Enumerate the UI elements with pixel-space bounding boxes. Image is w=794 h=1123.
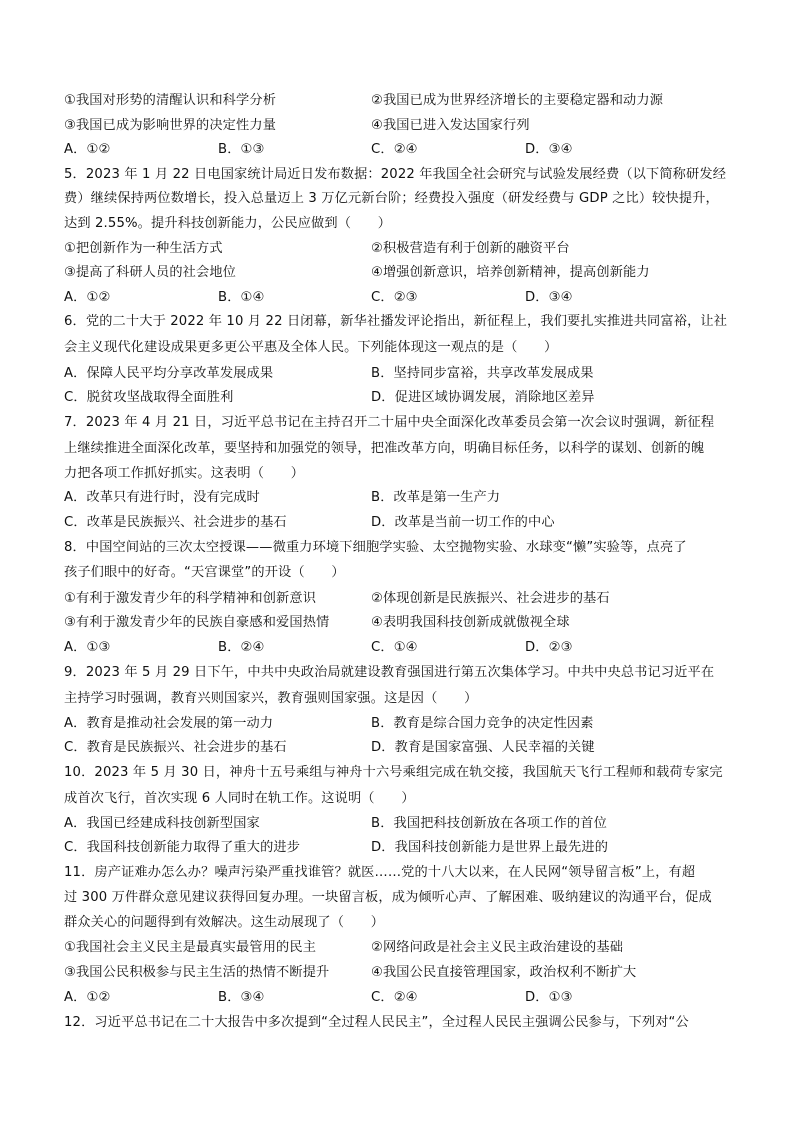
q8-statement-1: ①有利于激发青少年的科学精神和创新意识 xyxy=(64,591,317,606)
q10-stem-line-1: 10．2023 年 5 月 30 日，神舟十五号乘组与神舟十六号乘组完成在轨交接，我国航天飞行工程师和载荷专家完 xyxy=(64,765,723,780)
q8-stem-line-2: 孩子们眼中的好奇。“天宫课堂”的开设（ ） xyxy=(64,565,345,580)
q9-stem-line-1: 9．2023 年 5 月 29 日下午，中共中央政治局就建设教育强国进行第五次集体学习。中共中央总书记习近平在 xyxy=(64,665,715,680)
q5-statement-4: ④增强创新意识，培养创新精神，提高创新能力 xyxy=(371,265,650,280)
q9-option-c: C．教育是民族振兴、社会进步的基石 xyxy=(64,740,287,755)
q10-option-a: A．我国已经建成科技创新型国家 xyxy=(64,816,260,831)
q11-statement-2: ②网络问政是社会主义民主政治建设的基础 xyxy=(371,940,624,955)
q8-stem-line-1: 8．中国空间站的三次太空授课——微重力环境下细胞学实验、太空抛物实验、水球变“懒”实验等，点亮了 xyxy=(64,540,687,555)
q6-option-b: B．坚持同步富裕，共享改革发展成果 xyxy=(371,366,594,381)
q4-option-c: C．②④ xyxy=(371,142,418,157)
q11-statement-3: ③我国公民积极参与民主生活的热情不断提升 xyxy=(64,965,330,980)
q11-statement-1: ①我国社会主义民主是最真实最管用的民主 xyxy=(64,940,317,955)
q9-option-d: D．教育是国家富强、人民幸福的关键 xyxy=(371,740,595,755)
q10-option-d: D．我国科技创新能力是世界上最先进的 xyxy=(371,840,609,855)
q11-option-c: C．②④ xyxy=(371,990,418,1005)
q6-option-c: C．脱贫攻坚战取得全面胜利 xyxy=(64,390,234,405)
q11-statement-4: ④我国公民直接管理国家，政治权利不断扩大 xyxy=(371,965,637,980)
q5-option-d: D．③④ xyxy=(525,290,573,305)
q5-option-b: B．①④ xyxy=(218,290,265,305)
q4-statement-3: ③我国已成为影响世界的决定性力量 xyxy=(64,118,277,133)
q4-option-a: A．①② xyxy=(64,142,111,157)
q7-option-a: A．改革只有进行时，没有完成时 xyxy=(64,490,260,505)
q11-stem-line-3: 群众关心的问题得到有效解决。这生动展现了（ ） xyxy=(64,915,385,930)
q7-option-b: B．改革是第一生产力 xyxy=(371,490,501,505)
q12-stem-line-1: 12．习近平总书记在二十大报告中多次提到“全过程人民民主”，全过程人民民主强调公民参与，下列对“公 xyxy=(64,1015,689,1030)
q8-statement-2: ②体现创新是民族振兴、社会进步的基石 xyxy=(371,591,610,606)
q7-stem-line-2: 上继续推进全面深化改革，要坚持和加强党的领导，把准改革方向，明确目标任务，以科学的谋划、创新的魄 xyxy=(64,441,705,456)
q5-statement-1: ①把创新作为一种生活方式 xyxy=(64,241,223,256)
q5-stem-line-1: 5．2023 年 1 月 22 日电国家统计局近日发布数据：2022 年我国全社会研究与试验发展经费（以下简称研发经 xyxy=(64,167,727,182)
q4-option-d: D．③④ xyxy=(525,142,573,157)
q11-stem-line-1: 11．房产证难办怎么办？噪声污染严重找谁管？就医……党的十八大以来，在人民网“领导留言板”上，有超 xyxy=(64,865,696,880)
q9-option-a: A．教育是推动社会发展的第一动力 xyxy=(64,716,274,731)
q8-statement-3: ③有利于激发青少年的民族自豪感和爱国热情 xyxy=(64,615,330,630)
q5-stem-line-2: 费）继续保持两位数增长，投入总量迈上 3 万亿元新台阶；经费投入强度（研发经费与 GDP 之比）较快提升， xyxy=(64,191,719,206)
q7-option-d: D．改革是当前一切工作的中心 xyxy=(371,515,555,530)
q8-option-a: A．①③ xyxy=(64,640,111,655)
q5-stem-line-3: 达到 2.55%。提升科技创新能力，公民应做到（ ） xyxy=(64,216,392,231)
q10-stem-line-2: 成首次飞行，首次实现 6 人同时在轨工作。这说明（ ） xyxy=(64,791,415,806)
q7-option-c: C．改革是民族振兴、社会进步的基石 xyxy=(64,515,287,530)
q5-option-a: A．①② xyxy=(64,290,111,305)
q4-statement-4: ④我国已进入发达国家行列 xyxy=(371,118,530,133)
q11-option-b: B．③④ xyxy=(218,990,265,1005)
q4-option-b: B．①③ xyxy=(218,142,265,157)
q8-option-c: C．①④ xyxy=(371,640,418,655)
q8-statement-4: ④表明我国科技创新成就傲视全球 xyxy=(371,615,570,630)
q9-stem-line-2: 主持学习时强调，教育兴则国家兴，教育强则国家强。这是因（ ） xyxy=(64,691,478,706)
q10-option-b: B．我国把科技创新放在各项工作的首位 xyxy=(371,816,607,831)
q6-stem-line-2: 会主义现代化建设成果更多更公平惠及全体人民。下列能体现这一观点的是（ ） xyxy=(64,340,558,355)
q4-statement-1: ①我国对形势的清醒认识和科学分析 xyxy=(64,93,277,108)
q9-option-b: B．教育是综合国力竞争的决定性因素 xyxy=(371,716,594,731)
q5-statement-3: ③提高了科研人员的社会地位 xyxy=(64,265,237,280)
q11-stem-line-2: 过 300 万件群众意见建议获得回复办理。一块留言板，成为倾听心声、了解困难、吸纳建议的沟通平台，促成 xyxy=(64,890,712,905)
q8-option-b: B．②④ xyxy=(218,640,265,655)
q6-option-d: D．促进区域协调发展，消除地区差异 xyxy=(371,390,595,405)
q6-option-a: A．保障人民平均分享改革发展成果 xyxy=(64,366,274,381)
q4-statement-2: ②我国已成为世界经济增长的主要稳定器和动力源 xyxy=(371,93,664,108)
q7-stem-line-3: 力把各项工作抓好抓实。这表明（ ） xyxy=(64,466,305,481)
q5-option-c: C．②③ xyxy=(371,290,418,305)
q11-option-a: A．①② xyxy=(64,990,111,1005)
q6-stem-line-1: 6．党的二十大于 2022 年 10 月 22 日闭幕，新华社播发评论指出，新征程上，我们要扎实推进共同富裕，让社 xyxy=(64,314,728,329)
q11-option-d: D．①③ xyxy=(525,990,573,1005)
q8-option-d: D．②③ xyxy=(525,640,573,655)
q5-statement-2: ②积极营造有利于创新的融资平台 xyxy=(371,241,570,256)
q7-stem-line-1: 7．2023 年 4 月 21 日，习近平总书记在主持召开二十届中央全面深化改革委员会第一次会议时强调，新征程 xyxy=(64,415,715,430)
q10-option-c: C．我国科技创新能力取得了重大的进步 xyxy=(64,840,301,855)
